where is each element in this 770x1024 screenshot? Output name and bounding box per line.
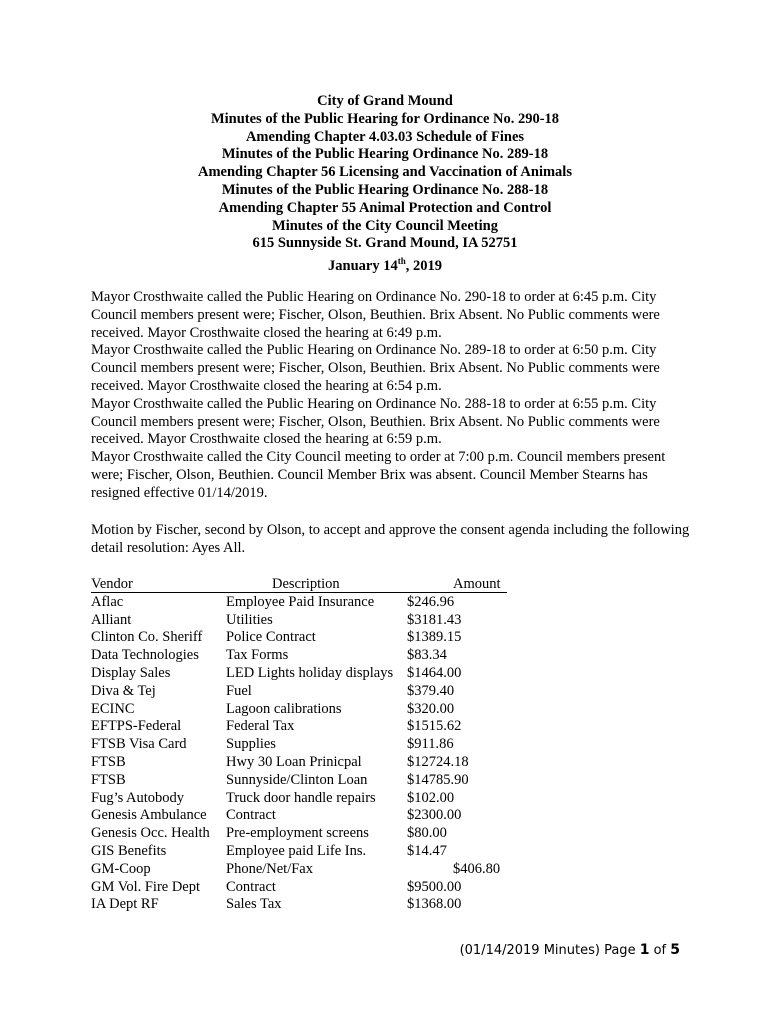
vendor-cell: Display Sales [91, 664, 171, 681]
amount-cell: $9500.00 [407, 878, 462, 895]
header-hearing-288: Minutes of the Public Hearing Ordinance No. 288-18 [221, 181, 549, 198]
header-vendor: Vendor [91, 576, 133, 592]
minutes-body [91, 289, 691, 503]
vendor-cell: FTSB [91, 753, 126, 770]
amount-cell: $1389.15 [407, 629, 462, 646]
amount-cell: $1515.62 [407, 718, 462, 735]
amount-cell: $14785.90 [407, 771, 469, 788]
description-cell: Employee Paid Insurance [226, 593, 375, 610]
amount-cell: $14.47 [407, 842, 447, 859]
amount-cell: $379.40 [407, 682, 455, 699]
amount-cell: $406.80 [453, 860, 501, 877]
amount-cell: $1368.00 [407, 896, 462, 913]
vendor-cell: Genesis Ambulance [91, 807, 207, 824]
amount-cell: $246.96 [407, 593, 455, 610]
vendor-cell: Clinton Co. Sheriff [91, 629, 203, 646]
header-date: January 14th, 2019 [328, 256, 442, 274]
description-cell: Phone/Net/Fax [226, 860, 313, 877]
vendor-cell: GM-Coop [91, 860, 151, 877]
description-cell: Police Contract [226, 629, 316, 646]
motion-paragraph: Motion by Fischer, second by Olson, to accept and approve the consent agenda including the following detail resolution: Ayes All. [91, 522, 690, 556]
header-amount: Amount [453, 576, 501, 592]
header-chapter-55: Amending Chapter 55 Animal Protection and Control [218, 199, 552, 216]
description-cell: Hwy 30 Loan Prinicpal [226, 753, 362, 770]
description-cell: Pre-employment screens [226, 825, 369, 842]
description-cell: Truck door handle repairs [226, 789, 376, 806]
vendor-cell: ECINC [91, 700, 135, 717]
amount-cell: $12724.18 [407, 753, 469, 770]
description-cell: Utilities [226, 611, 273, 628]
header-chapter-fines: Amending Chapter 4.03.03 Schedule of Fines [245, 128, 525, 145]
vendor-cell: Genesis Occ. Health [91, 825, 210, 842]
description-cell: Tax Forms [226, 647, 289, 664]
header-hearing-289: Minutes of the Public Hearing Ordinance No. 289-18 [221, 146, 549, 163]
vendor-cell: IA Dept RF [91, 896, 159, 913]
amount-cell: $911.86 [407, 736, 454, 753]
paragraph-hearing-288: Mayor Crosthwaite called the Public Hearing on Ordinance No. 288-18 to order at 6:55 p.m. City Council members present were; Fischer, Olson, Beuthien. Brix Absent. No Public comments were received. Mayor Crosthwaite closed the hearing at 6:59 p.m. [91, 395, 660, 448]
vendor-cell: Data Technologies [91, 647, 199, 664]
paragraph-hearing-289: Mayor Crosthwaite called the Public Hearing on Ordinance No. 289-18 to order at 6:50 p.m. City Council members present were; Fischer, Olson, Beuthien. Brix Absent. No Public comments were received. Mayor Crosthwaite closed the hearing at 6:54 p.m. [91, 342, 660, 394]
description-cell: Contract [226, 807, 276, 824]
description-cell: LED Lights holiday displays [226, 664, 394, 681]
description-cell: Fuel [226, 682, 252, 699]
description-cell: Employee paid Life Ins. [226, 842, 367, 859]
description-cell: Lagoon calibrations [226, 700, 342, 717]
vendor-cell: EFTPS-Federal [91, 718, 182, 735]
vendor-cell: Fug’s Autobody [91, 789, 185, 806]
paragraph-hearing-290: Mayor Crosthwaite called the Public Hearing on Ordinance No. 290-18 to order at 6:45 p.m. City Council members present were; Fischer, Olson, Beuthien. Brix Absent. No Public comments were received. Mayor Crosthwaite closed the hearing at 6:49 p.m. [91, 289, 660, 341]
document-header [0, 93, 770, 276]
description-cell: Sunnyside/Clinton Loan [226, 771, 368, 788]
vendor-cell: GIS Benefits [91, 842, 167, 859]
header-description: Description [272, 576, 340, 592]
vendor-cell: FTSB Visa Card [91, 736, 187, 753]
amount-cell: $3181.43 [407, 611, 462, 628]
amount-cell: $1464.00 [407, 664, 462, 681]
vendor-cell: Diva & Tej [91, 682, 156, 699]
vendor-cell: Alliant [91, 611, 132, 628]
amount-cell: $102.00 [407, 789, 455, 806]
description-cell: Sales Tax [226, 896, 282, 913]
vendor-cell: Aflac [91, 593, 124, 610]
amount-cell: $2300.00 [407, 807, 462, 824]
description-cell: Supplies [226, 736, 276, 753]
vendor-cell: GM Vol. Fire Dept [91, 878, 201, 895]
page-footer: (01/14/2019 Minutes) Page 1 of 5 [459, 942, 680, 958]
amount-cell: $320.00 [407, 700, 455, 717]
paragraph-council-meeting: Mayor Crosthwaite called the City Council meeting to order at 7:00 p.m. Council members present were; Fischer, Olson, Beuthien. Council Member Brix was absent. Council Member Stearns has resigned effective 01/14/2019. [91, 449, 666, 501]
vendor-cell: FTSB [91, 771, 126, 788]
header-city: City of Grand Mound [317, 93, 453, 109]
amount-cell: $83.34 [407, 647, 447, 664]
amount-cell: $80.00 [407, 825, 447, 842]
header-chapter-56: Amending Chapter 56 Licensing and Vaccination of Animals [198, 164, 572, 181]
header-hearing-290: Minutes of the Public Hearing for Ordinance No. 290-18 [210, 110, 560, 127]
header-council-meeting: Minutes of the City Council Meeting [272, 217, 498, 234]
description-cell: Contract [226, 878, 276, 895]
header-address: 615 Sunnyside St. Grand Mound, IA 52751 [252, 235, 518, 252]
description-cell: Federal Tax [226, 718, 295, 735]
